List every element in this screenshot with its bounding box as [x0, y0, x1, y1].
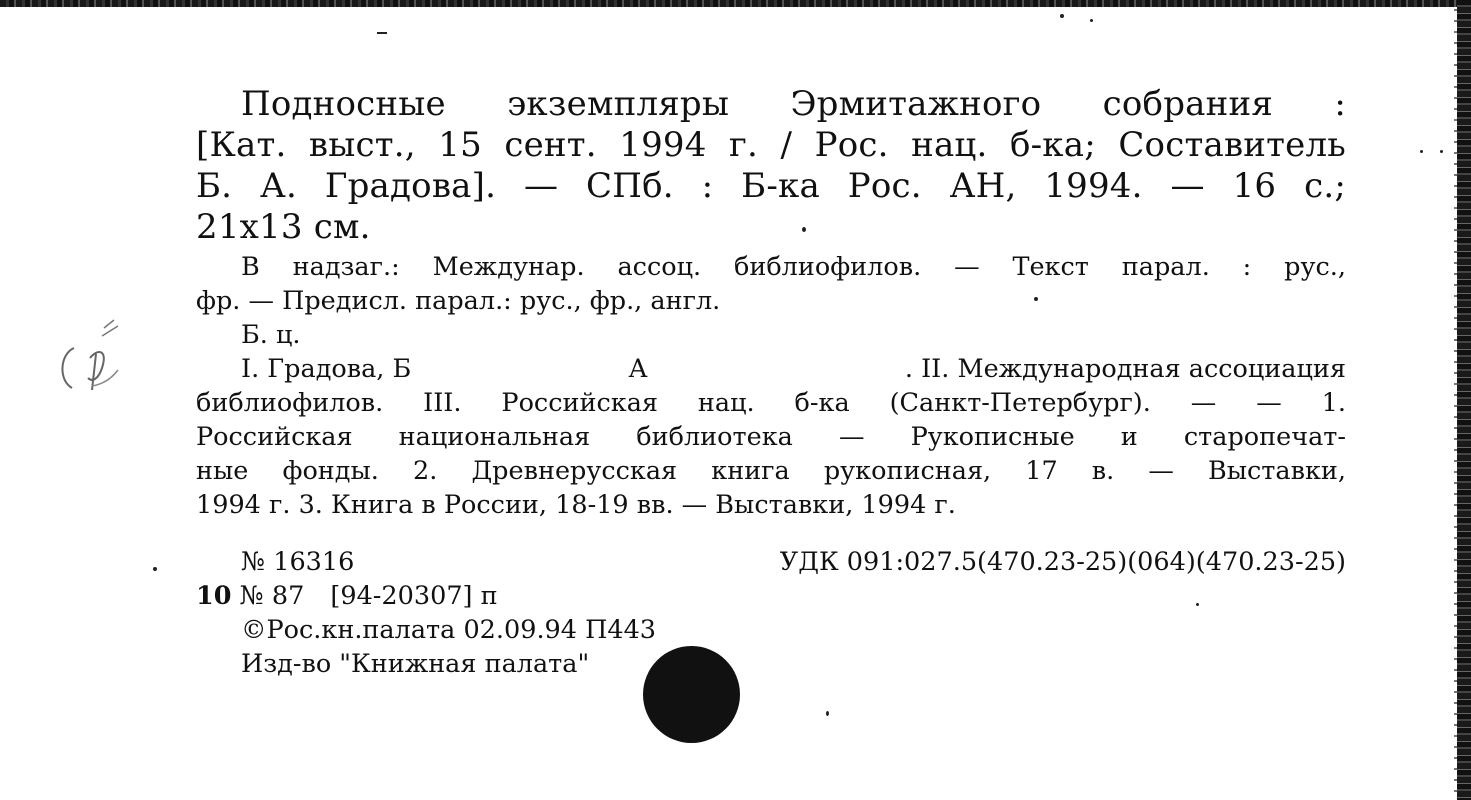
subject-line: ные фонды. 2. Древнерусская книга рукописная, 17 в. — Выставки, [196, 456, 1346, 486]
scan-speck [377, 32, 387, 34]
scan-speck [153, 567, 157, 571]
notes [196, 250, 1346, 522]
scan-right-edge-inner [1454, 0, 1457, 800]
note-line: фр. — Предисл. парал.: рус., фр., англ. [196, 286, 721, 316]
subject-line: Российская национальная библиотека — Рукописные и старопечат- [196, 422, 1346, 452]
title-line: 21x13 см. [196, 207, 371, 247]
footer-row-2 [196, 579, 1346, 613]
price-note: Б. ц. [241, 320, 301, 350]
handwritten-mark [52, 318, 127, 403]
title-line: [Кат. выст., 15 сент. 1994 г. / Рос. нац. б-ка; Составитель [196, 125, 1346, 165]
batch-prefix: 10 [196, 581, 232, 611]
copyright-line: ©Рос.кн.палата 02.09.94 П443 [241, 615, 657, 645]
scan-speck [1060, 14, 1064, 18]
scan-speck [1420, 150, 1423, 153]
footer-row-1 [196, 545, 1346, 579]
scan-right-edge [1457, 0, 1471, 800]
batch-number: № 87 [239, 581, 305, 611]
udk-code: УДК 091:027.5(470.23-25)(064)(470.23-25) [779, 547, 1346, 577]
footer [196, 545, 1346, 681]
punch-hole [643, 646, 740, 743]
bibliographic-record [196, 84, 1346, 522]
title-statement [196, 84, 1346, 248]
batch-code: [94-20307] п [330, 581, 498, 611]
record-number: № 16316 [241, 547, 355, 577]
note-line: В надзаг.: Междунар. ассоц. библиофилов. — Текст парал. : рус., [241, 252, 1346, 282]
subject-line-1 [196, 352, 1346, 386]
scan-speck [826, 711, 829, 716]
subject-org: . II. Международная ассоциация [904, 354, 1346, 384]
scan-top-edge [0, 0, 1471, 7]
subject-line: 1994 г. 3. Книга в России, 18-19 вв. — Выставки, 1994 г. [196, 490, 956, 520]
scan-speck [1440, 150, 1443, 153]
publisher-line: Изд-во "Книжная палата" [241, 649, 590, 679]
subject-author: I. Градова, Б [241, 354, 412, 384]
scan-speck [1090, 19, 1093, 22]
title-line: Подносные экземпляры Эрмитажного собрания : [241, 84, 1346, 124]
subject-line: библиофилов. III. Российская нац. б-ка (Санкт-Петербург). — — 1. [196, 388, 1346, 418]
subject-initial: А [628, 354, 648, 384]
title-line: Б. А. Градова]. — СПб. : Б-ка Рос. АН, 1994. — 16 с.; [196, 166, 1346, 206]
